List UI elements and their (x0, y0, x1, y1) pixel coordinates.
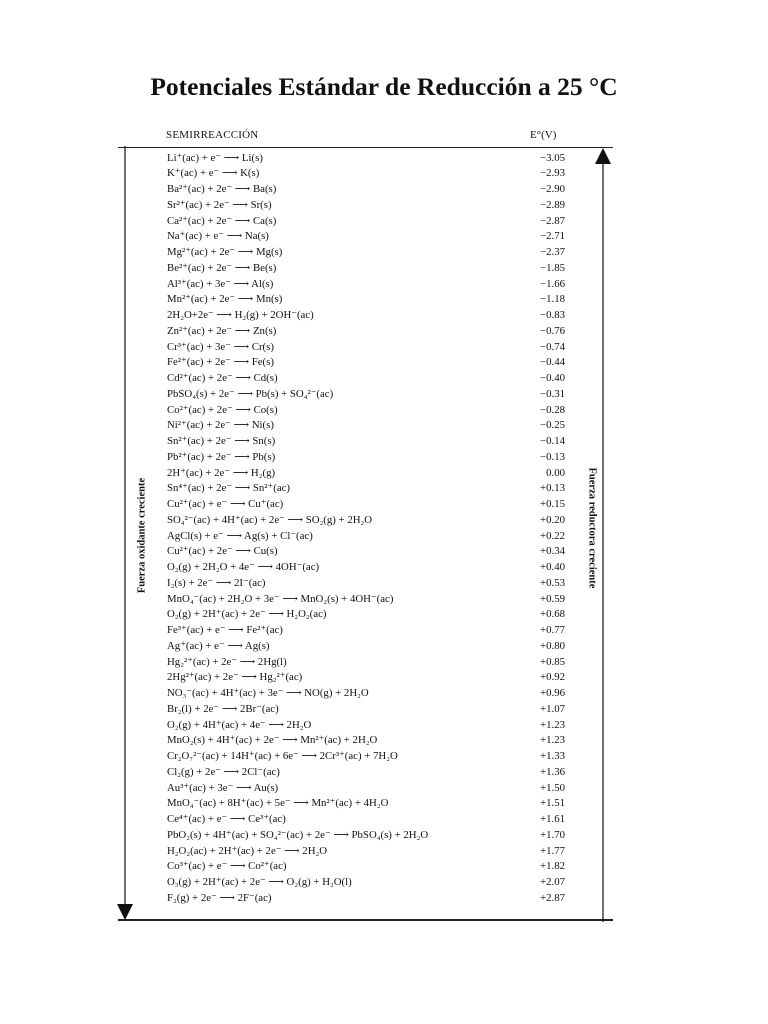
half-reaction: Sr²⁺(ac) + 2e⁻ ⟶ Sr(s) (167, 198, 272, 211)
half-reaction: Sn²⁺(ac) + 2e⁻ ⟶ Sn(s) (167, 435, 276, 447)
half-reaction: Ni²⁺(ac) + 2e⁻ ⟶ Ni(s) (167, 419, 274, 432)
half-reaction: O₂(g) + 4H⁺(ac) + 4e⁻ ⟶ 2H₂O (167, 718, 312, 731)
standard-potential: +1.61 (540, 813, 565, 825)
standard-potential: −2.90 (540, 183, 565, 195)
half-reaction: Al³⁺(ac) + 3e⁻ ⟶ Al(s) (167, 277, 274, 290)
standard-potential: +1.23 (540, 718, 565, 731)
standard-potential: −2.87 (540, 214, 565, 227)
half-reaction: Sn⁴⁺(ac) + 2e⁻ ⟶ Sn²⁺(ac) (167, 482, 291, 495)
down-arrow-icon (115, 144, 135, 924)
standard-potential: +0.15 (540, 498, 565, 510)
page-title: Potenciales Estándar de Reducción a 25 °C (150, 72, 618, 101)
half-reaction: Ca²⁺(ac) + 2e⁻ ⟶ Ca(s) (167, 214, 277, 227)
half-reaction: Pb²⁺(ac) + 2e⁻ ⟶ Pb(s) (167, 450, 276, 463)
standard-potential: −0.28 (540, 403, 565, 416)
half-reaction: Co³⁺(ac) + e⁻ ⟶ Co²⁺(ac) (167, 860, 287, 873)
standard-potential: +1.33 (540, 750, 565, 762)
half-reaction: H₂O₂(ac) + 2H⁺(ac) + 2e⁻ ⟶ 2H₂O (167, 844, 328, 857)
standard-potential: +1.51 (540, 797, 565, 810)
half-reaction: PbSO₄(s) + 2e⁻ ⟶ Pb(s) + SO₄²⁻(ac) (167, 387, 334, 400)
oxidizing-strength-label: Fuerza oxidante creciente (136, 477, 148, 594)
standard-potential: +1.70 (540, 828, 565, 841)
half-reaction: Cl₂(g) + 2e⁻ ⟶ 2Cl⁻(ac) (167, 765, 280, 778)
standard-potential: −1.85 (540, 261, 565, 274)
half-reaction: F₂(g) + 2e⁻ ⟶ 2F⁻(ac) (167, 891, 272, 904)
half-reaction: K⁺(ac) + e⁻ ⟶ K(s) (167, 167, 260, 180)
half-reaction: Fe²⁺(ac) + 2e⁻ ⟶ Fe(s) (167, 356, 274, 369)
standard-potential: −2.89 (540, 198, 565, 211)
standard-potential: +0.40 (540, 561, 565, 573)
half-reaction: I₂(s) + 2e⁻ ⟶ 2I⁻(ac) (167, 576, 266, 589)
table-bottom-rule (118, 919, 613, 921)
standard-potential: +0.96 (540, 687, 565, 699)
half-reaction: Cd²⁺(ac) + 2e⁻ ⟶ Cd(s) (167, 372, 278, 384)
standard-potential: −2.93 (540, 167, 565, 180)
standard-potential: +0.77 (540, 624, 565, 636)
standard-potential: +2.87 (540, 891, 565, 904)
half-reaction: PbO₂(s) + 4H⁺(ac) + SO₄²⁻(ac) + 2e⁻ ⟶ PbSO₄(s) + 2H₂O (167, 828, 429, 841)
standard-potential: −2.71 (540, 230, 565, 243)
standard-potential: +0.20 (540, 513, 565, 526)
standard-potential: +0.80 (540, 639, 565, 652)
half-reaction: O₃(g) + 2H⁺(ac) + 2e⁻ ⟶ O₂(g) + H₂O(l) (167, 876, 352, 888)
standard-potential: −0.25 (540, 419, 565, 432)
standard-potential: +1.82 (540, 860, 565, 873)
reducing-strength-label: Fuerza reductora creciente (586, 467, 598, 589)
standard-potential: −0.74 (540, 340, 565, 353)
standard-potential: −0.40 (540, 372, 565, 384)
standard-potential: −0.76 (540, 324, 565, 337)
standard-potential: +1.23 (540, 734, 565, 747)
half-reaction: MnO₄⁻(ac) + 2H₂O + 3e⁻ ⟶ MnO₂(s) + 4OH⁻(ac) (167, 592, 394, 605)
standard-potential: −2.37 (540, 246, 565, 258)
half-reaction: Cr₂O₇²⁻(ac) + 14H⁺(ac) + 6e⁻ ⟶ 2Cr³⁺(ac) + 7H₂O (167, 750, 398, 762)
half-reaction: Ag⁺(ac) + e⁻ ⟶ Ag(s) (167, 639, 270, 652)
standard-potential: −3.05 (540, 151, 565, 164)
standard-potential: +2.07 (540, 876, 565, 888)
standard-potential: −1.66 (540, 277, 565, 290)
half-reaction: MnO₂(s) + 4H⁺(ac) + 2e⁻ ⟶ Mn²⁺(ac) + 2H₂O (167, 734, 378, 747)
standard-potential: +0.34 (540, 545, 565, 558)
standard-potential: −0.44 (540, 356, 565, 369)
half-reaction: Hg₂²⁺(ac) + 2e⁻ ⟶ 2Hg(l) (167, 655, 287, 668)
standard-potential: +0.59 (540, 592, 565, 605)
half-reaction: 2H₂O+2e⁻ ⟶ H₂(g) + 2OH⁻(ac) (167, 309, 314, 321)
half-reaction: NO₃⁻(ac) + 4H⁺(ac) + 3e⁻ ⟶ NO(g) + 2H₂O (167, 687, 369, 699)
half-reaction: Co²⁺(ac) + 2e⁻ ⟶ Co(s) (167, 403, 278, 416)
half-reaction: Be²⁺(ac) + 2e⁻ ⟶ Be(s) (167, 261, 277, 274)
half-reaction: 2Hg²⁺(ac) + 2e⁻ ⟶ Hg₂²⁺(ac) (167, 671, 303, 684)
half-reaction: 2H⁺(ac) + 2e⁻ ⟶ H₂(g) (167, 466, 276, 479)
half-reaction: SO₄²⁻(ac) + 4H⁺(ac) + 2e⁻ ⟶ SO₂(g) + 2H₂O (167, 513, 373, 526)
half-reaction: Zn²⁺(ac) + 2e⁻ ⟶ Zn(s) (167, 324, 277, 337)
table-top-rule (118, 147, 613, 148)
standard-potential: +0.13 (540, 482, 565, 495)
potential-column-header: E°(V) (530, 129, 557, 141)
standard-potential: +0.68 (540, 608, 565, 621)
half-reaction: AgCl(s) + e⁻ ⟶ Ag(s) + Cl⁻(ac) (167, 529, 313, 542)
standard-potential: +0.85 (540, 655, 565, 668)
standard-potential: −0.31 (540, 387, 565, 400)
half-reaction: MnO₄⁻(ac) + 8H⁺(ac) + 5e⁻ ⟶ Mn²⁺(ac) + 4H₂O (167, 797, 389, 810)
half-reaction: Cu²⁺(ac) + e⁻ ⟶ Cu⁺(ac) (167, 498, 284, 510)
half-reaction: O₂(g) + 2H⁺(ac) + 2e⁻ ⟶ H₂O₂(ac) (167, 608, 327, 621)
half-reaction: Ce⁴⁺(ac) + e⁻ ⟶ Ce³⁺(ac) (167, 813, 286, 825)
half-reaction: Mg²⁺(ac) + 2e⁻ ⟶ Mg(s) (167, 246, 283, 258)
half-reaction: Cu²⁺(ac) + 2e⁻ ⟶ Cu(s) (167, 545, 278, 558)
standard-potential: +1.07 (540, 702, 565, 715)
half-reaction: Mn²⁺(ac) + 2e⁻ ⟶ Mn(s) (167, 293, 283, 306)
standard-potential: +0.92 (540, 671, 565, 684)
half-reaction: Au³⁺(ac) + 3e⁻ ⟶ Au(s) (167, 781, 279, 794)
standard-potential: 0.00 (546, 466, 565, 479)
standard-potential: +0.22 (540, 529, 565, 542)
reaction-column-header: SEMIRREACCIÓN (166, 129, 259, 141)
standard-potential: +1.36 (540, 765, 565, 778)
half-reaction: Br₂(l) + 2e⁻ ⟶ 2Br⁻(ac) (167, 702, 279, 715)
half-reaction: O₂(g) + 2H₂O + 4e⁻ ⟶ 4OH⁻(ac) (167, 561, 320, 573)
half-reaction: Li⁺(ac) + e⁻ ⟶ Li(s) (167, 151, 263, 164)
half-reaction: Ba²⁺(ac) + 2e⁻ ⟶ Ba(s) (167, 183, 277, 195)
standard-potential: +0.53 (540, 576, 565, 589)
standard-potential: +1.50 (540, 781, 565, 794)
half-reaction: Cr³⁺(ac) + 3e⁻ ⟶ Cr(s) (167, 340, 274, 353)
standard-potential: −0.83 (540, 309, 565, 321)
half-reaction: Na⁺(ac) + e⁻ ⟶ Na(s) (167, 230, 269, 243)
half-reaction: Fe³⁺(ac) + e⁻ ⟶ Fe²⁺(ac) (167, 624, 283, 636)
standard-potential: +1.77 (540, 844, 565, 857)
standard-potential: −0.13 (540, 450, 565, 463)
standard-potential: −0.14 (540, 435, 565, 447)
standard-potential: −1.18 (540, 293, 565, 306)
